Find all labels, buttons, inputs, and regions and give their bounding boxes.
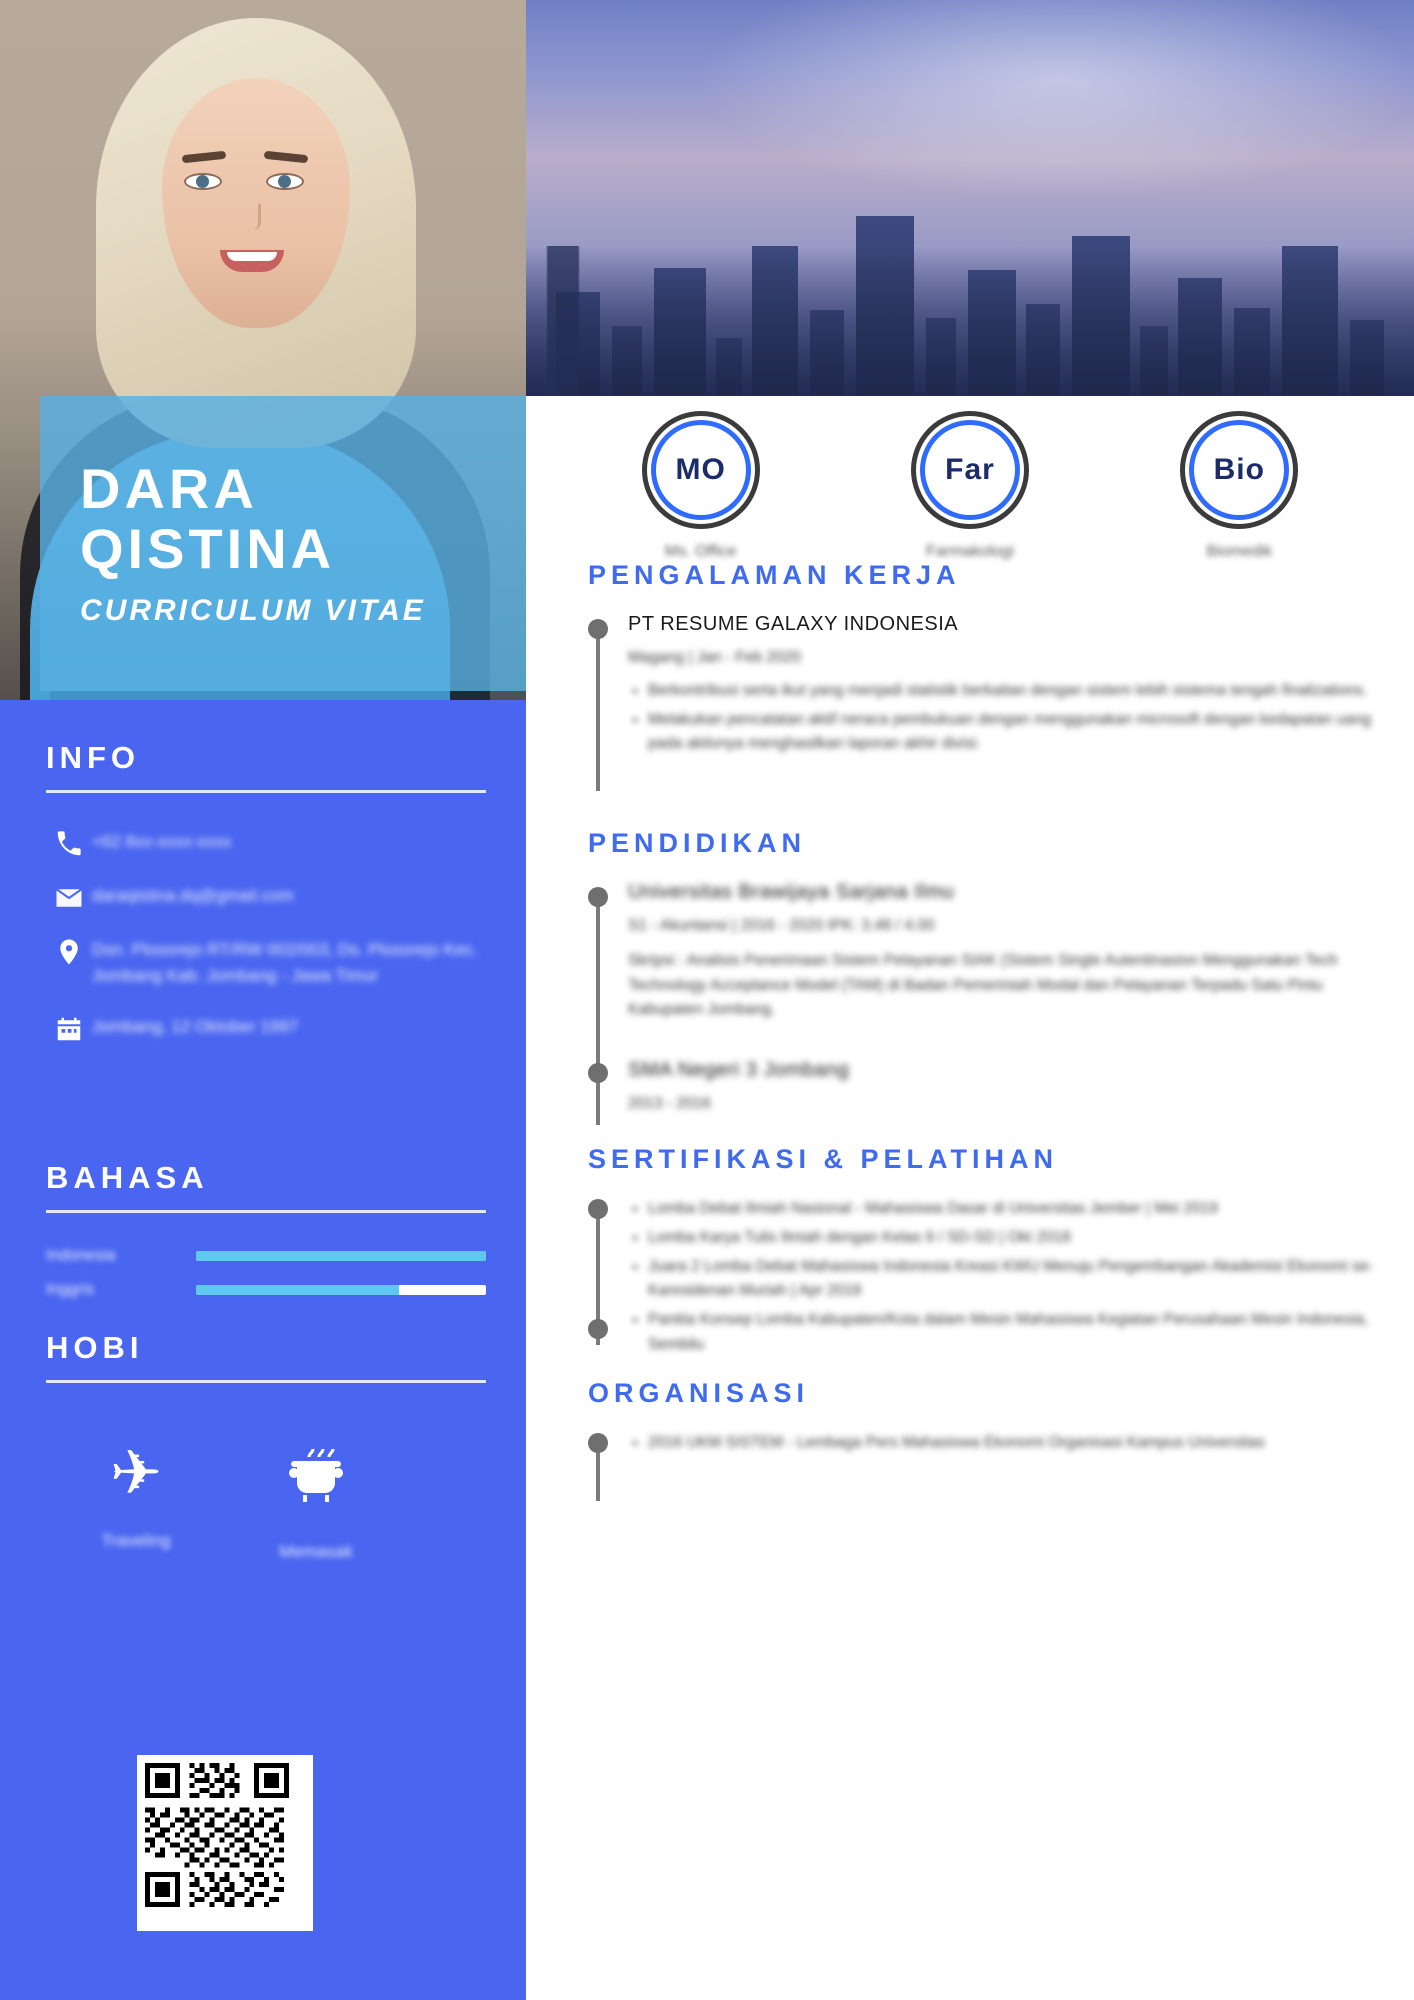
info-row-birth [46,1014,486,1044]
bullet: • Lomba Debat Ilmiah Nasional - Mahasiswa Dasar di Universitas Jember | Mei 2019 [648,1197,1388,1222]
bullet: • Lomba Karya Tulis Ilmiah dengan Kelas 9 / SD-SD | Okt 2018 [648,1226,1388,1251]
timeline [588,1197,1388,1358]
entry-heading: SMA Negeri 3 Jombang [628,1059,850,1082]
bullet: • Panitia Konsep Lomba Kabupaten/Kota dalam Mesin Mahasiswa Kegiatan Perusahaan Mesin Indonesia, Sembilu [648,1308,1388,1358]
info-row-address [46,937,486,990]
skills-badges [526,396,1414,576]
timeline [588,1431,1388,1456]
hobi-section [46,1330,486,1562]
timeline [588,881,1388,1117]
skill-label: Farmakologi [925,543,1014,560]
skill-label: Ms. Office [664,543,737,560]
divider [46,790,486,793]
hobi-title: HOBI [46,1330,144,1365]
hobby-label: Memasak [279,1542,353,1561]
hobby-item-traveling [46,1439,226,1562]
skill-abbr: Far [945,453,995,486]
language-level-bar [196,1251,486,1261]
language-row [46,1247,486,1265]
mail-icon [46,883,92,913]
skill-badge-biomedik [1175,411,1303,561]
entry-bullets [648,1197,1388,1358]
info-phone-text: +62 8xx-xxxx-xxxx [92,832,232,851]
airplane-icon: ✈ [110,1439,162,1508]
section-sertifikasi-pelatihan [588,1144,1388,1362]
skill-label: Biomedik [1206,543,1273,560]
section-title: ORGANISASI [588,1378,810,1408]
entry-meta: S1 - Akuntansi | 2016 - 2020 IPK: 3.48 / 4.00 [628,917,935,934]
main-content [526,396,1414,2000]
hobby-item-memasak [226,1443,406,1562]
info-section [46,740,486,1068]
divider [46,1380,486,1383]
bullet: • 2016 UKM SISTEM - Lembaga Pers Mahasiswa Ekonomi Organisasi Kampus Universitas [648,1431,1388,1456]
section-organisasi [588,1378,1388,1460]
skill-abbr: MO [675,453,726,486]
phone-icon [46,829,92,859]
timeline [588,613,1388,757]
skill-badge-ms-office [637,411,765,561]
language-level-bar [196,1285,486,1295]
info-title: INFO [46,740,141,775]
hobby-label: Traveling [101,1531,171,1550]
language-row [46,1281,486,1299]
section-title: PENDIDIKAN [588,828,807,858]
section-pengalaman-kerja [588,560,1388,761]
entry-heading: PT RESUME GALAXY INDONESIA [628,613,959,635]
language-name: Inggris [46,1281,95,1298]
skill-badge-farmakologi [906,411,1034,561]
section-title: SERTIFIKASI & PELATIHAN [588,1144,1059,1174]
section-title: PENGALAMAN KERJA [588,560,961,590]
document-subtitle: CURRICULUM VITAE [80,593,426,627]
qr-code[interactable] [137,1755,313,1931]
calendar-icon [46,1014,92,1044]
city-skyline-image [526,0,1414,396]
last-name: QISTINA [80,516,336,580]
cooking-pot-icon [226,1443,406,1516]
name-plate [40,396,526,691]
bullet: • Juara 2 Lomba Debat Mahasiswa Indonesia Kreasi KWU Menuju Pengembangan Akademisi Ekonomi se-Karesidenan Muriah | Apr 2018 [648,1255,1388,1305]
bullet: • Berkontribusi serta ikut yang menjadi statistik berkaitan dengan sistem lebih sistema tengah finalizations. [648,679,1388,704]
location-icon [46,937,92,967]
language-name: Indonesia [46,1247,116,1264]
info-row-phone [46,829,486,859]
info-email-text: daraqistina.dq@gmail.com [92,886,294,905]
bahasa-title: BAHASA [46,1160,209,1195]
entry-meta: 2013 - 2016 [628,1095,711,1113]
bullet: • Melakukan pencatatan aktif neraca pembukuan dengan menggunakan microsoft dengan kedapatan uang pada aktivnya menghasilkan laporan akhir divisi. [648,708,1388,758]
entry-bullets [648,679,1388,757]
entry-detail: Skripsi : Analisis Penerimaan Sistem Pelayanan SIAK (Sistem Single Autentinasion Menggunakan Tech Technology Acceptance Model (TAM) di Badan Pemerintah Modal dan Pelayanan Terpadu Satu Pintu Kabupaten Jombang. [628,951,1338,1019]
entry-bullets [648,1431,1388,1456]
entry-meta: Magang | Jan - Feb 2020 [628,649,801,666]
first-name: DARA [80,457,258,521]
section-pendidikan [588,828,1388,1117]
entry-heading: Universitas Brawijaya Sarjana Ilmu [628,881,955,903]
skill-abbr: Bio [1213,453,1265,486]
divider [46,1210,486,1213]
sidebar [0,700,526,2000]
info-row-email [46,883,486,913]
bahasa-section [46,1160,486,1315]
info-birth-text: Jombang, 12 Oktober 1997 [92,1016,299,1036]
info-address-text: Dsn. Plosorejo RT/RW 002/003, Ds. Plosorejo Kec. Jombang Kab. Jombang - Jawa Timur [92,940,478,986]
